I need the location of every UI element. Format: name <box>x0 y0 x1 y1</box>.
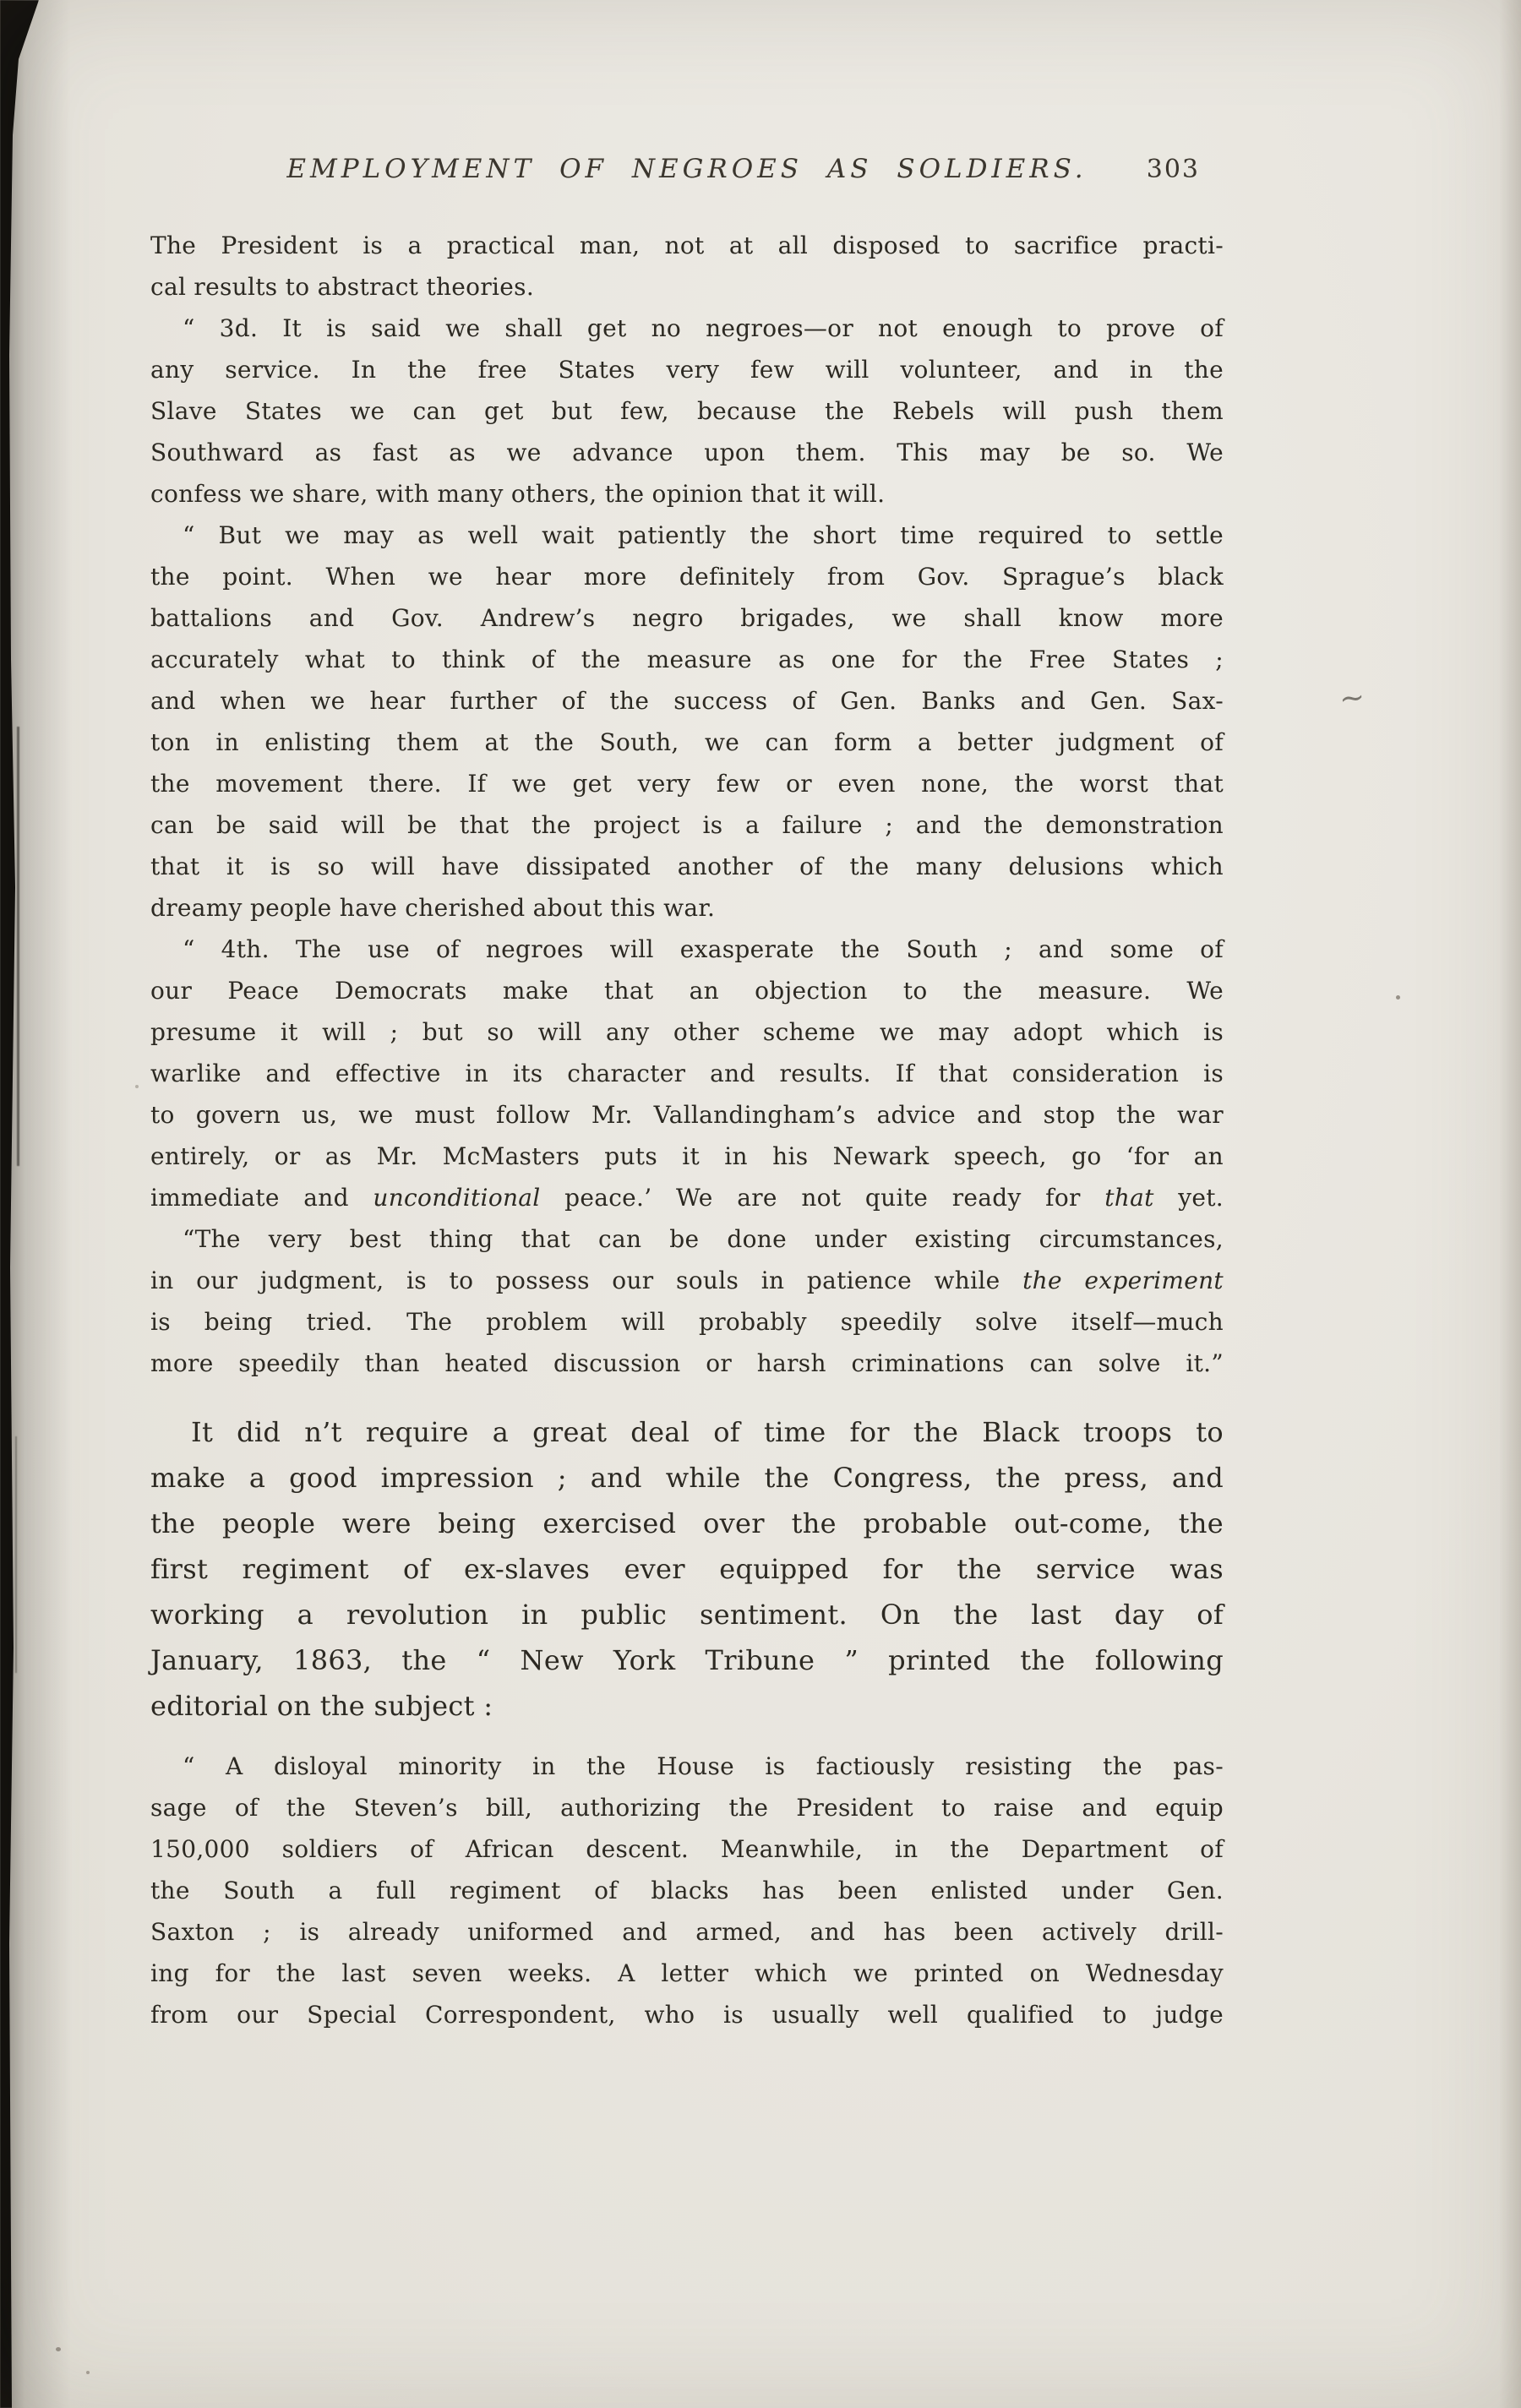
text-line: and when we hear further of the success of Gen. Banks and Gen. Sax- <box>150 687 1224 715</box>
text-line: presume it will ; but so will any other scheme we may adopt which is <box>150 1018 1224 1046</box>
text-line: “The very best thing that can be done under existing circumstances, <box>183 1225 1224 1253</box>
scan-hairline <box>15 1436 17 1673</box>
text-line: is being tried. The problem will probably speedily solve itself—much <box>150 1308 1224 1336</box>
paragraph <box>150 308 1224 515</box>
scan-hairline <box>17 727 19 1166</box>
text-line: to govern us, we must follow Mr. Vallandingham’s advice and stop the war <box>150 1101 1224 1129</box>
text-line: in our judgment, is to possess our souls in patience while the experiment <box>150 1267 1224 1294</box>
text-line: working a revolution in public sentiment. On the last day of <box>150 1599 1224 1631</box>
text-line: cal results to abstract theories. <box>150 273 535 301</box>
text-line: January, 1863, the “ New York Tribune ” printed the following <box>150 1644 1224 1676</box>
text-line: “ 4th. The use of negroes will exasperate the South ; and some of <box>183 935 1224 963</box>
text-line: confess we share, with many others, the opinion that it will. <box>150 480 886 508</box>
text-line: The President is a practical man, not at all disposed to sacrifice practi- <box>150 232 1224 259</box>
binding-edge <box>0 0 39 2408</box>
scan-artifact-speck <box>56 2347 61 2351</box>
paragraph <box>150 515 1224 929</box>
page-title: EMPLOYMENT OF NEGROES AS SOLDIERS. <box>286 154 1088 184</box>
text-line: the South a full regiment of blacks has been enlisted under Gen. <box>150 1877 1224 1904</box>
text-line: entirely, or as Mr. McMasters puts it in his Newark speech, go ‘for an <box>150 1142 1224 1170</box>
text-line: “ 3d. It is said we shall get no negroes—or not enough to prove of <box>183 314 1224 342</box>
paragraph <box>150 225 1224 308</box>
scan-artifact-squiggle: ~ <box>1337 679 1367 717</box>
text-line: dreamy people have cherished about this war. <box>150 894 716 922</box>
text-line: any service. In the free States very few will volunteer, and in the <box>150 356 1224 384</box>
scan-artifact-speck <box>1396 995 1400 1000</box>
text-line: immediate and unconditional peace.’ We are not quite ready for that yet. <box>150 1184 1224 1212</box>
text-line: accurately what to think of the measure as one for the Free States ; <box>150 646 1224 673</box>
paragraph <box>150 1409 1224 1729</box>
text-line: the point. When we hear more definitely from Gov. Sprague’s black <box>150 563 1224 591</box>
text-line: the movement there. If we get very few or even none, the worst that <box>150 770 1224 798</box>
text-line: first regiment of ex-slaves ever equipped for the service was <box>150 1553 1224 1585</box>
text-line: “ A disloyal minority in the House is factiously resisting the pas- <box>183 1752 1224 1780</box>
page-edge-shadow <box>1499 0 1521 2408</box>
paragraph <box>150 929 1224 1218</box>
scan-artifact-speck <box>135 1085 139 1088</box>
paragraph <box>150 1218 1224 1384</box>
text-line: that it is so will have dissipated another of the many delusions which <box>150 853 1224 880</box>
text-line: battalions and Gov. Andrew’s negro brigades, we shall know more <box>150 604 1224 632</box>
text-line: It did n’t require a great deal of time for the Black troops to <box>191 1416 1224 1448</box>
text-line: ing for the last seven weeks. A letter which we printed on Wednesday <box>150 1959 1224 1987</box>
text-line: make a good impression ; and while the Congress, the press, and <box>150 1462 1224 1494</box>
paragraph <box>150 1746 1224 2035</box>
page-text <box>150 225 1224 2035</box>
text-line: the people were being exercised over the probable out-come, the <box>150 1507 1224 1539</box>
text-line: our Peace Democrats make that an objection to the measure. We <box>150 977 1224 1005</box>
text-line: Saxton ; is already uniformed and armed, and has been actively drill- <box>150 1918 1224 1946</box>
running-header <box>150 154 1224 184</box>
text-line: from our Special Correspondent, who is usually well qualified to judge <box>150 2001 1224 2029</box>
text-line: 150,000 soldiers of African descent. Meanwhile, in the Department of <box>150 1835 1224 1863</box>
text-line: Southward as fast as we advance upon them. This may be so. We <box>150 439 1224 466</box>
text-line: sage of the Steven’s bill, authorizing the President to raise and equip <box>150 1794 1224 1822</box>
text-line: editorial on the subject : <box>150 1690 493 1722</box>
text-line: “ But we may as well wait patiently the short time required to settle <box>183 521 1224 549</box>
text-line: more speedily than heated discussion or harsh criminations can solve it.” <box>150 1349 1224 1377</box>
scan-artifact-speck <box>86 2371 90 2374</box>
text-line: can be said will be that the project is a failure ; and the demonstration <box>150 811 1224 839</box>
text-line: ton in enlisting them at the South, we can form a better judgment of <box>150 728 1224 756</box>
page-number: 303 <box>1146 155 1200 184</box>
text-line: warlike and effective in its character and results. If that consideration is <box>150 1060 1224 1087</box>
text-line: Slave States we can get but few, because the Rebels will push them <box>150 397 1224 425</box>
